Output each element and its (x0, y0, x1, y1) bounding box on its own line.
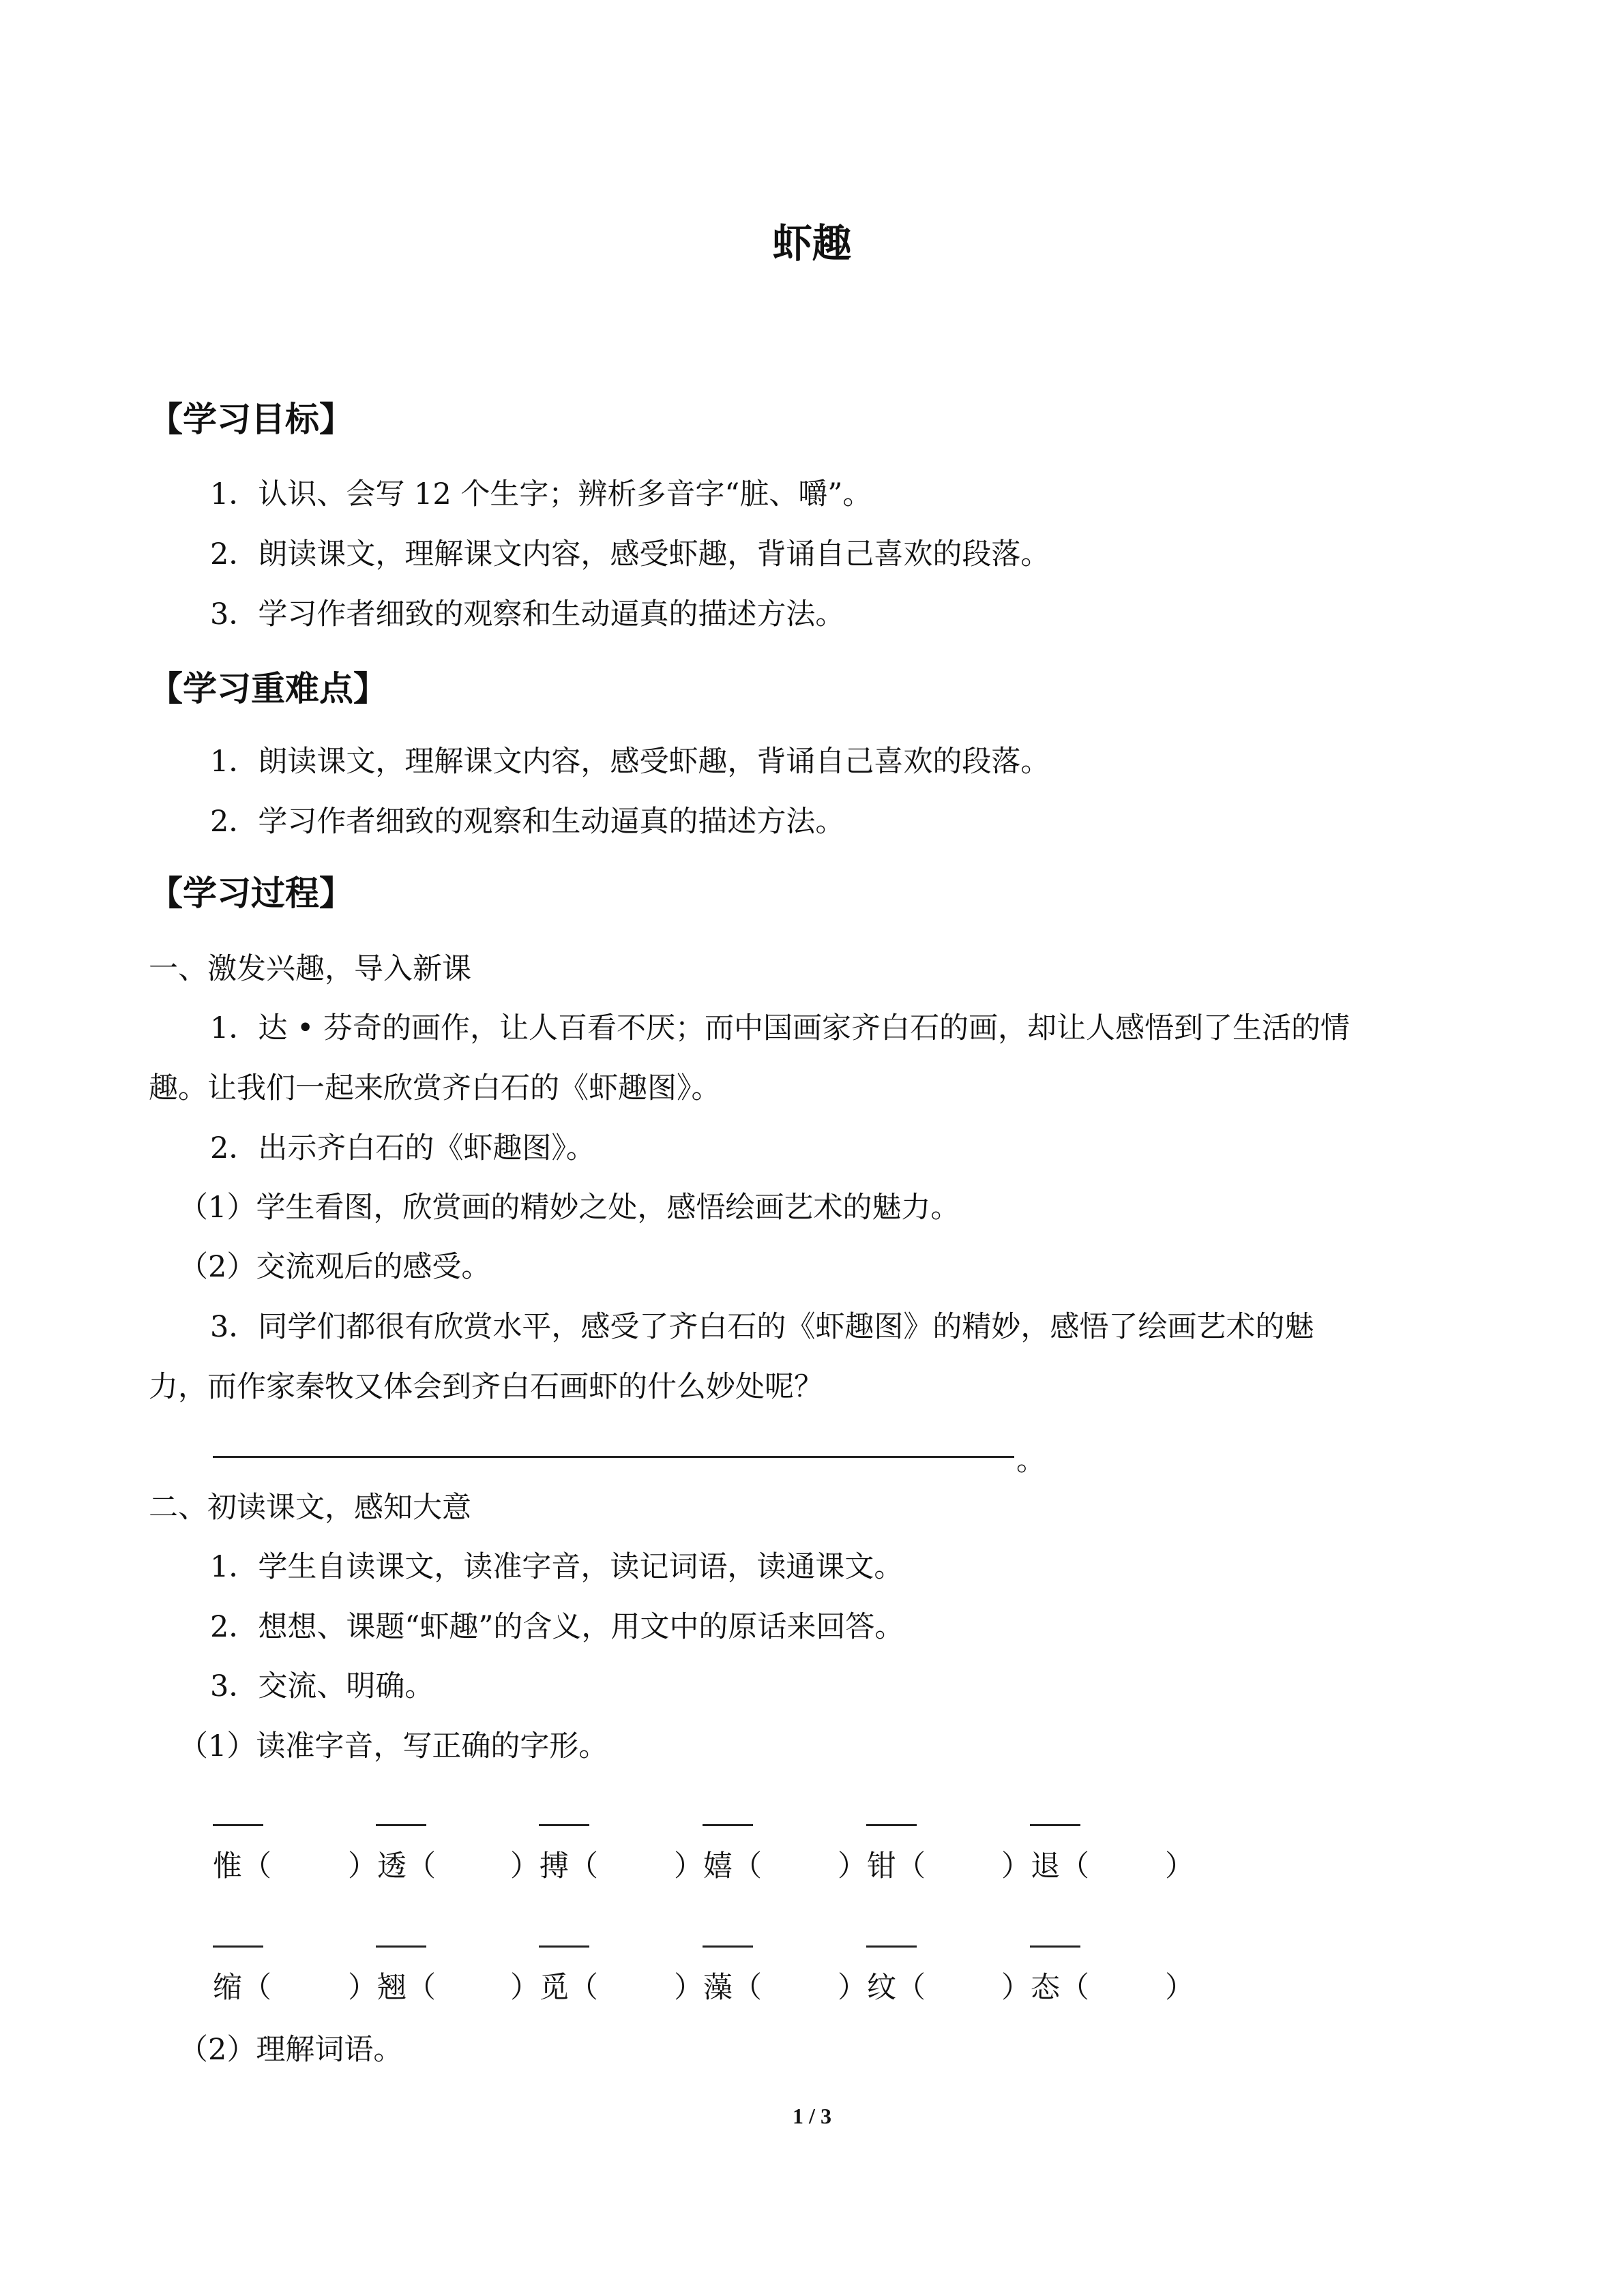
part2-title: 二、初读课文，感知大意 (149, 1491, 471, 1525)
answer-slot[interactable] (281, 1971, 342, 2005)
pinyin-blank[interactable] (1030, 1945, 1080, 1948)
part1-paragraph-3-line-1: 3．同学们都很有欣赏水平，感受了齐白石的《虾趣图》的精妙，感悟了绘画艺术的魅 (210, 1310, 1314, 1344)
pinyin-blank[interactable] (376, 1945, 426, 1948)
answer-slot[interactable] (444, 1849, 505, 1883)
char-label: ）翘（ (348, 1971, 436, 2005)
part1-paragraph-1-line-2: 趣。让我们一起来欣赏齐白石的《虾趣图》。 (149, 1071, 721, 1105)
answer-slot[interactable] (1098, 1849, 1160, 1883)
part1-paragraph-3-line-2: 力，而作家秦牧又体会到齐白石画虾的什么妙处呢？ (149, 1370, 823, 1404)
pinyin-blank[interactable] (703, 1824, 753, 1826)
answer-blank-line[interactable] (213, 1456, 1014, 1458)
pinyin-blank[interactable] (1030, 1824, 1080, 1826)
part1-paragraph-2-sub-1: （1）学生看图，欣赏画的精妙之处，感悟绘画艺术的魅力。 (179, 1191, 960, 1225)
char-label: ）搏（ (510, 1849, 598, 1883)
answer-slot[interactable] (934, 1971, 996, 2005)
char-label: ）纹（ (838, 1971, 926, 2005)
closing-paren: ） (1165, 1971, 1194, 2005)
answer-slot[interactable] (444, 1971, 505, 2005)
char-label: ）觅（ (510, 1971, 598, 2005)
objective-item-3: 3．学习作者细致的观察和生动逼真的描述方法。 (210, 597, 845, 631)
pinyin-blank[interactable] (539, 1945, 589, 1948)
pinyin-blank[interactable] (866, 1945, 917, 1948)
objective-item-1: 1．认识、会写 12 个生字；辨析多音字“脏、嚼”。 (210, 477, 872, 511)
char-label: 缩（ (213, 1971, 271, 2005)
page-number: 1 / 3 (793, 2104, 831, 2128)
answer-slot[interactable] (771, 1849, 832, 1883)
char-label: ）嬉（ (674, 1849, 762, 1883)
char-label: ）退（ (1001, 1849, 1089, 1883)
answer-blank-period: 。 (1016, 1444, 1046, 1478)
answer-slot[interactable] (934, 1849, 996, 1883)
char-label: ）藻（ (674, 1971, 762, 2005)
part2-sub-2: （2）理解词语。 (179, 2033, 403, 2067)
pinyin-blank[interactable] (376, 1824, 426, 1826)
part1-paragraph-2-sub-2: （2）交流观后的感受。 (179, 1250, 491, 1284)
part2-paragraph-1: 1．学生自读课文，读准字音，读记词语，读通课文。 (210, 1550, 904, 1584)
section-heading-objectives: 【学习目标】 (149, 400, 353, 439)
objective-item-2: 2．朗读课文，理解课文内容，感受虾趣，背诵自己喜欢的段落。 (210, 537, 1050, 571)
answer-slot[interactable] (607, 1971, 668, 2005)
pinyin-blank[interactable] (703, 1945, 753, 1948)
answer-slot[interactable] (281, 1849, 342, 1883)
pinyin-blank[interactable] (866, 1824, 917, 1826)
answer-slot[interactable] (1098, 1971, 1160, 2005)
part1-paragraph-2: 2．出示齐白石的《虾趣图》。 (210, 1131, 595, 1165)
part1-paragraph-1-line-1: 1．达 • 芬奇的画作，让人百看不厌；而中国画家齐白石的画，却让人感悟到了生活的情 (210, 1011, 1350, 1045)
char-label: ）透（ (348, 1849, 436, 1883)
char-label: ）态（ (1001, 1971, 1089, 2005)
key-point-item-2: 2．学习作者细致的观察和生动逼真的描述方法。 (210, 805, 845, 839)
part2-paragraph-3: 3．交流、明确。 (210, 1669, 434, 1703)
closing-paren: ） (1165, 1849, 1194, 1883)
key-point-item-1: 1．朗读课文，理解课文内容，感受虾趣，背诵自己喜欢的段落。 (210, 745, 1050, 779)
pinyin-blank[interactable] (213, 1824, 263, 1826)
part2-sub-1: （1）读准字音，写正确的字形。 (179, 1729, 608, 1763)
answer-slot[interactable] (607, 1849, 668, 1883)
char-label: ）钳（ (838, 1849, 926, 1883)
section-heading-key-points: 【学习重难点】 (149, 669, 387, 709)
section-heading-process: 【学习过程】 (149, 874, 353, 913)
part2-paragraph-2: 2．想想、课题“虾趣”的含义，用文中的原话来回答。 (210, 1610, 904, 1644)
answer-slot[interactable] (771, 1971, 832, 2005)
page-title: 虾趣 (772, 220, 852, 267)
part1-title: 一、激发兴趣，导入新课 (149, 952, 471, 986)
pinyin-blank[interactable] (213, 1945, 263, 1948)
char-label: 惟（ (213, 1849, 271, 1883)
pinyin-blank[interactable] (539, 1824, 589, 1826)
